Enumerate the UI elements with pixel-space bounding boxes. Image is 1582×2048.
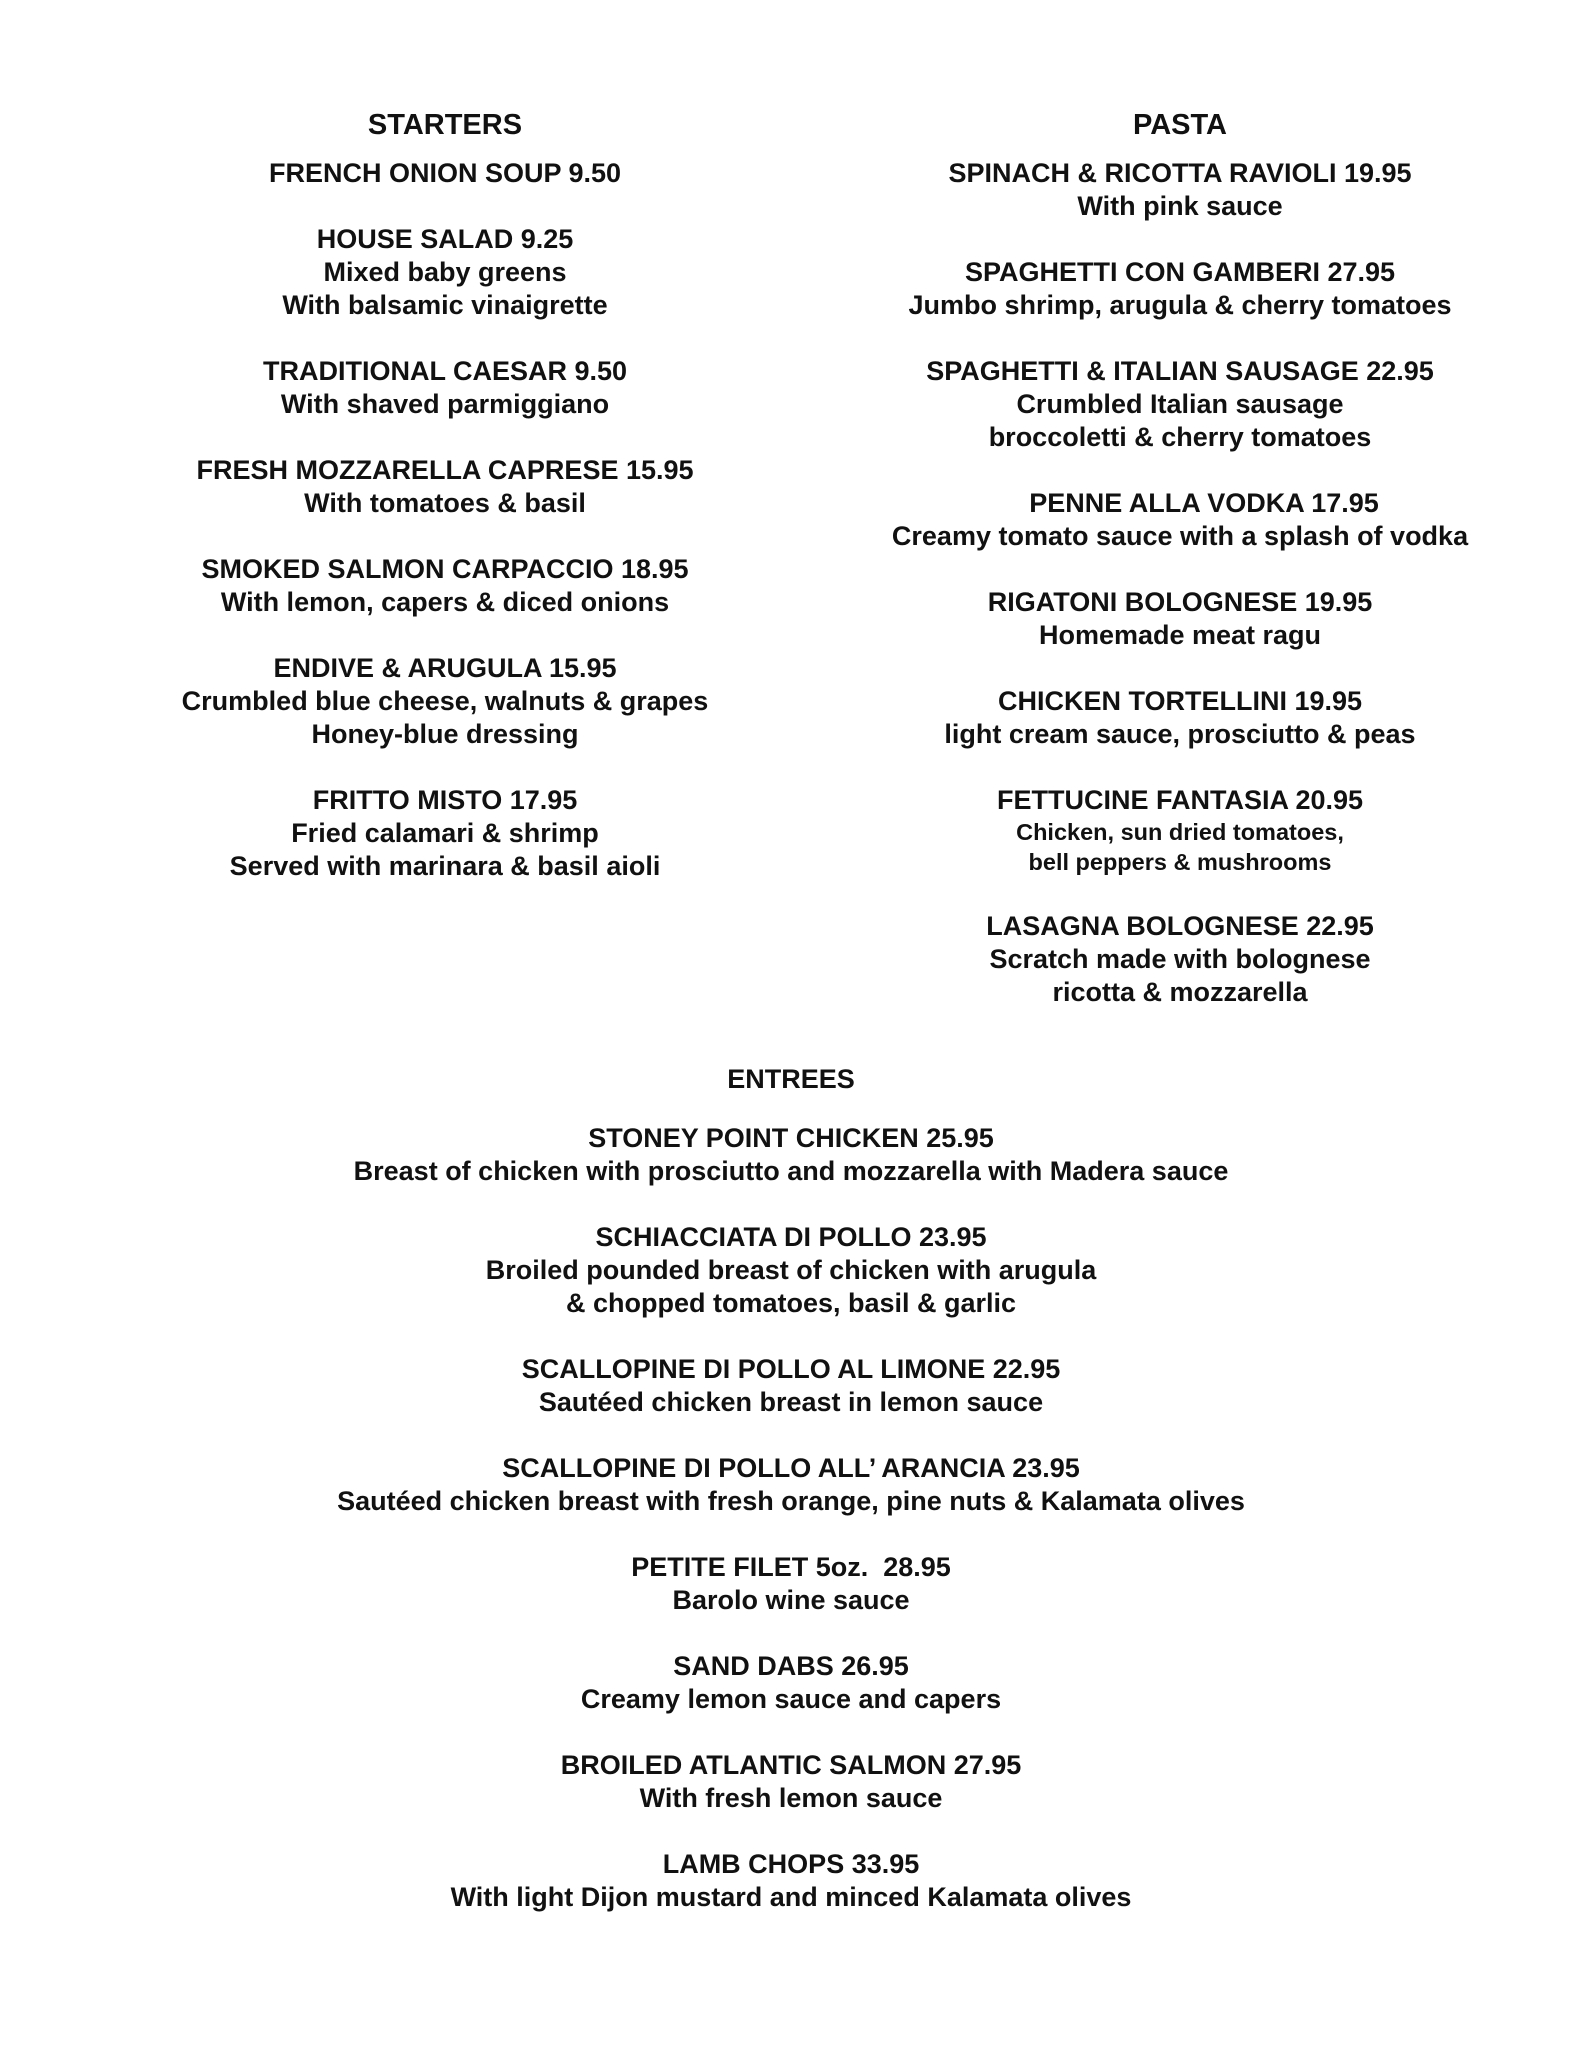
item-description: Breast of chicken with prosciutto and mozzarella with Madera sauce [353, 1156, 1229, 1186]
item-name-price: FRENCH ONION SOUP 9.50 [268, 158, 622, 188]
item-description: Sautéed chicken breast in lemon sauce [538, 1387, 1044, 1417]
item-description: Creamy lemon sauce and capers [580, 1684, 1002, 1714]
menu-item [860, 487, 1500, 553]
pasta-section [860, 107, 1500, 1042]
item-description: Jumbo shrimp, arugula & cherry tomatoes [908, 290, 1452, 320]
item-description: With pink sauce [1077, 191, 1283, 221]
item-description: With balsamic vinaigrette [282, 290, 608, 320]
item-name-price: CHICKEN TORTELLINI 19.95 [997, 686, 1363, 716]
item-name-price: SMOKED SALMON CARPACCIO 18.95 [201, 554, 689, 584]
item-description: Sautéed chicken breast with fresh orange, pine nuts & Kalamata olives [337, 1486, 1245, 1516]
menu-item [150, 355, 740, 421]
item-description: Mixed baby greens [323, 257, 567, 287]
menu-item [860, 355, 1500, 454]
item-description: broccoletti & cherry tomatoes [988, 422, 1372, 452]
item-name-price: SCHIACCIATA DI POLLO 23.95 [595, 1222, 987, 1252]
menu-item [150, 652, 740, 751]
menu-item [860, 784, 1500, 877]
menu-item [860, 586, 1500, 652]
item-name-price: RIGATONI BOLOGNESE 19.95 [987, 587, 1373, 617]
item-description: Creamy tomato sauce with a splash of vodka [891, 521, 1469, 551]
item-description: Scratch made with bolognese [989, 944, 1371, 974]
item-description: With lemon, capers & diced onions [220, 587, 670, 617]
item-name-price: TRADITIONAL CAESAR 9.50 [262, 356, 628, 386]
menu-item [150, 157, 740, 190]
menu-item [250, 1551, 1332, 1617]
item-name-price: SCALLOPINE DI POLLO AL LIMONE 22.95 [521, 1354, 1061, 1384]
menu-item [250, 1452, 1332, 1518]
item-description: Chicken, sun dried tomatoes, [1016, 819, 1344, 845]
menu-item [150, 454, 740, 520]
item-name-price: FETTUCINE FANTASIA 20.95 [996, 785, 1364, 815]
item-description: With light Dijon mustard and minced Kalamata olives [450, 1882, 1132, 1912]
menu-item [250, 1221, 1332, 1320]
item-description: With tomatoes & basil [304, 488, 586, 518]
item-description: Barolo wine sauce [672, 1585, 910, 1615]
item-name-price: FRITTO MISTO 17.95 [312, 785, 578, 815]
menu-item [150, 223, 740, 322]
item-name-price: LAMB CHOPS 33.95 [662, 1849, 920, 1879]
item-name-price: LASAGNA BOLOGNESE 22.95 [986, 911, 1374, 941]
menu-item [250, 1749, 1332, 1815]
item-name-price: STONEY POINT CHICKEN 25.95 [588, 1123, 994, 1153]
menu-item [860, 685, 1500, 751]
item-description: With shaved parmiggiano [280, 389, 610, 419]
item-name-price: BROILED ATLANTIC SALMON 27.95 [560, 1750, 1022, 1780]
item-description: Broiled pounded breast of chicken with arugula [485, 1255, 1097, 1285]
menu-item [860, 910, 1500, 1009]
item-name-price: ENDIVE & ARUGULA 15.95 [273, 653, 617, 683]
menu-item [150, 784, 740, 883]
item-name-price: PENNE ALLA VODKA 17.95 [1029, 488, 1379, 518]
item-description: light cream sauce, prosciutto & peas [944, 719, 1416, 749]
item-name-price: SPAGHETTI & ITALIAN SAUSAGE 22.95 [926, 356, 1434, 386]
menu-item [860, 256, 1500, 322]
item-description: ricotta & mozzarella [1052, 977, 1308, 1007]
item-description: Crumbled blue cheese, walnuts & grapes [181, 686, 709, 716]
item-name-price: SAND DABS 26.95 [673, 1651, 909, 1681]
menu-item [150, 553, 740, 619]
item-description: Served with marinara & basil aioli [229, 851, 661, 881]
entrees-section [250, 1062, 1332, 1947]
item-name-price: PETITE FILET 5oz. 28.95 [631, 1552, 951, 1582]
item-name-price: HOUSE SALAD 9.25 [316, 224, 574, 254]
item-name-price: SPINACH & RICOTTA RAVIOLI 19.95 [948, 158, 1412, 188]
section-heading-entrees: ENTREES [727, 1064, 855, 1094]
item-description: Crumbled Italian sausage [1016, 389, 1344, 419]
item-name-price: SPAGHETTI CON GAMBERI 27.95 [964, 257, 1396, 287]
item-description: Fried calamari & shrimp [291, 818, 599, 848]
menu-item [250, 1650, 1332, 1716]
item-name-price: SCALLOPINE DI POLLO ALL’ ARANCIA 23.95 [502, 1453, 1080, 1483]
menu-item [250, 1122, 1332, 1188]
item-description: Homemade meat ragu [1038, 620, 1322, 650]
menu-item [250, 1353, 1332, 1419]
item-description: Honey-blue dressing [311, 719, 579, 749]
section-heading-starters: STARTERS [367, 109, 523, 141]
item-name-price: FRESH MOZZARELLA CAPRESE 15.95 [196, 455, 694, 485]
item-description: & chopped tomatoes, basil & garlic [565, 1288, 1017, 1318]
item-description: bell peppers & mushrooms [1028, 849, 1332, 875]
item-description: With fresh lemon sauce [639, 1783, 943, 1813]
menu-item [250, 1848, 1332, 1914]
section-heading-pasta: PASTA [1133, 109, 1227, 141]
menu-item [860, 157, 1500, 223]
starters-section [150, 107, 740, 916]
